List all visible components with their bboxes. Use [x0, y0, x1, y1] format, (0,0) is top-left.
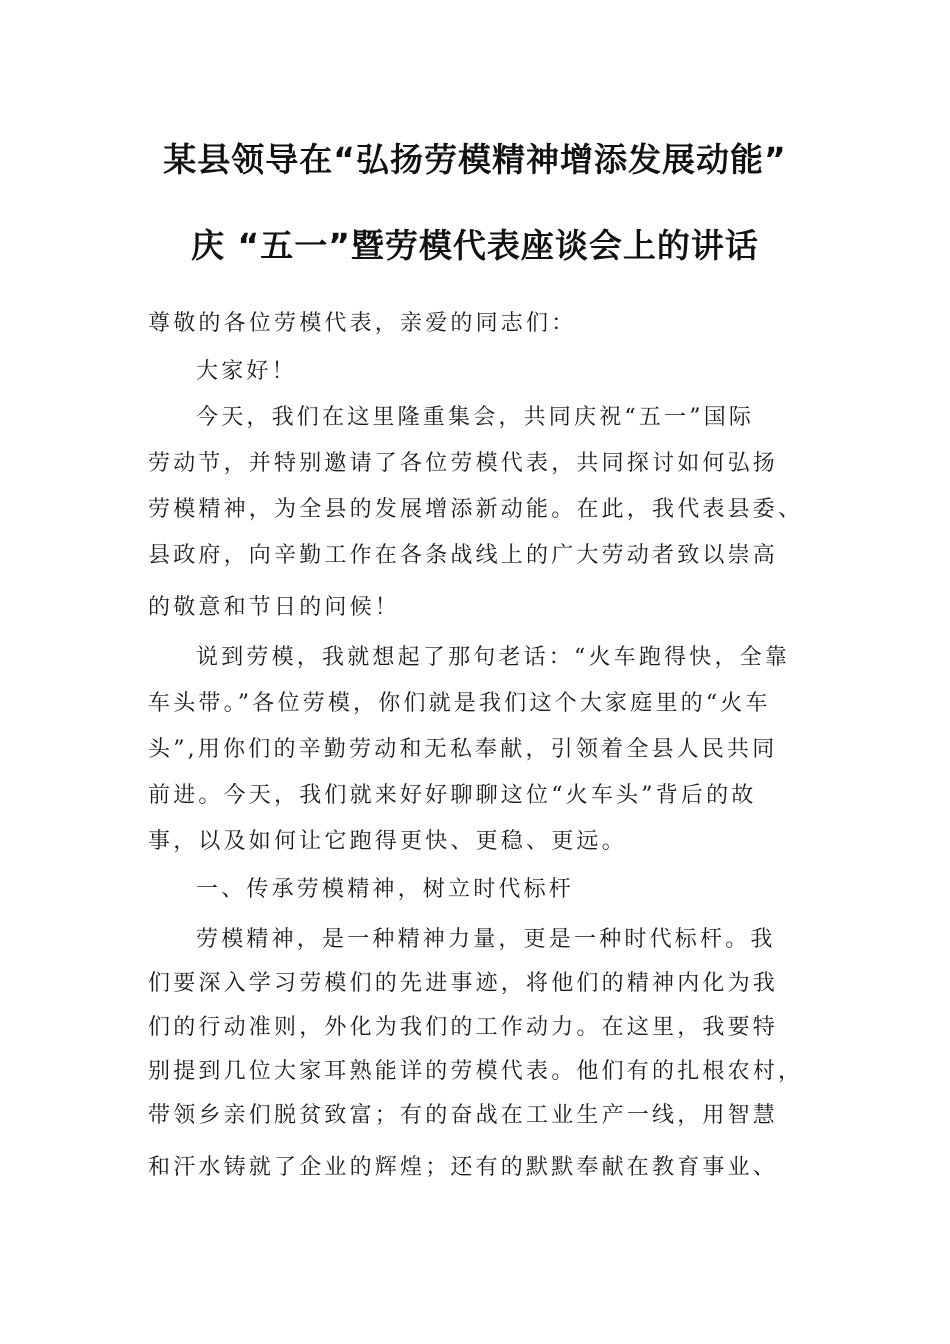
paragraph-2-line: 前进。今天，我们就来好好聊聊这位“火车头”背后的故: [148, 783, 757, 808]
paragraph-1-line: 的敬意和节日的问候！: [148, 595, 401, 620]
document-title-line-1: 某县领导在“弘扬劳模精神增添发展动能”: [163, 140, 787, 179]
paragraph-3-line: 别提到几位大家耳熟能详的劳模代表。他们有的扎根农村，: [148, 1059, 804, 1084]
paragraph-3-line: 和汗水铸就了企业的辉煌；还有的默默奉献在教育事业、: [148, 1155, 779, 1180]
document-title-line-2: 庆 “五一”暨劳模代表座谈会上的讲话: [191, 226, 759, 265]
salutation: 尊敬的各位劳模代表，亲爱的同志们：: [148, 311, 577, 336]
paragraph-3-line: 们要深入学习劳模们的先进事迹，将他们的精神内化为我: [148, 971, 779, 996]
paragraph-1-line: 劳模精神，为全县的发展增添新动能。在此，我代表县委、: [148, 497, 804, 522]
section-heading-1: 一、传承劳模精神，树立时代标杆: [196, 877, 575, 902]
paragraph-1-line: 县政府，向辛勤工作在各条战线上的广大劳动者致以崇高: [148, 543, 779, 568]
paragraph-3-line: 带领乡亲们脱贫致富；有的奋战在工业生产一线，用智慧: [148, 1103, 779, 1128]
greeting: 大家好！: [196, 359, 297, 384]
paragraph-3-line: 劳模精神，是一种精神力量，更是一种时代标杆。我: [196, 927, 776, 952]
paragraph-2-line: 事，以及如何让它跑得更快、更稳、更远。: [148, 829, 627, 854]
paragraph-1-line: 劳动节，并特别邀请了各位劳模代表，共同探讨如何弘扬: [148, 451, 779, 476]
paragraph-1-line: 今天，我们在这里隆重集会，共同庆祝“五一”国际: [196, 405, 755, 430]
paragraph-2-line: 车头带。”各位劳模，你们就是我们这个大家庭里的“火车: [148, 691, 771, 716]
paragraph-3-line: 们的行动准则，外化为我们的工作动力。在这里，我要特: [148, 1015, 779, 1040]
paragraph-2-line: 头”,用你们的辛勤劳动和无私奉献，引领着全县人民共同: [148, 737, 778, 762]
paragraph-2-line: 说到劳模，我就想起了那句老话：“火车跑得快，全靠: [196, 645, 791, 670]
